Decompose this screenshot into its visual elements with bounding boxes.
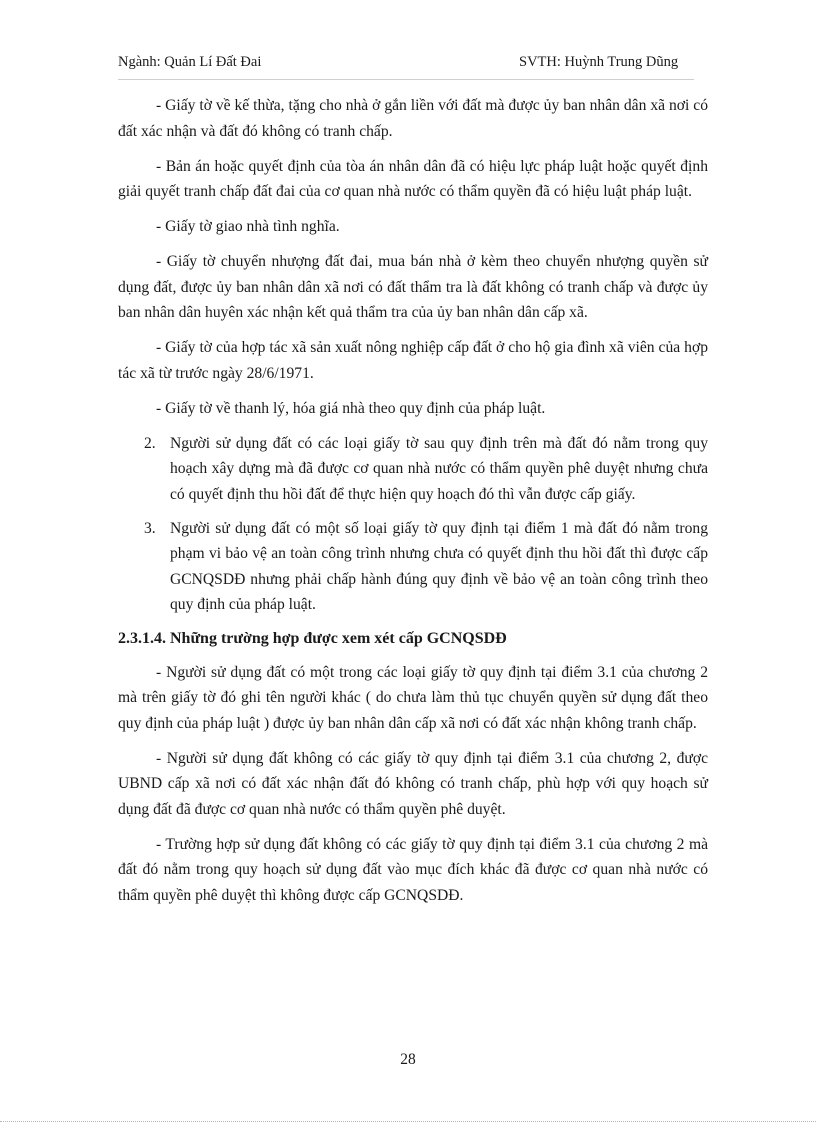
page-number: 28 [400, 1051, 416, 1068]
paragraph: - Bản án hoặc quyết định của tòa án nhân dân đã có hiệu lực pháp luật hoặc quyết định giải quyết tranh chấp đất đai của cơ quan nhà nước có thẩm quyền đã có hiệu luật pháp luật. [118, 157, 708, 200]
paragraph: - Người sử dụng đất có một trong các loại giấy tờ quy định tại điểm 3.1 của chương 2 mà trên giấy tờ đó ghi tên người khác ( do chưa làm thủ tục chuyển quyền sử dụng đất theo quy định của pháp luật ) được ủy ban nhân dân cấp xã nơi có đất xác nhận không tranh chấp. [118, 663, 708, 732]
item-number: 2. [144, 434, 156, 452]
paragraph: - Giấy tờ chuyển nhượng đất đai, mua bán nhà ở kèm theo chuyển nhượng quyền sử dụng đất, được ủy ban nhân dân xã nơi có đất thẩm tra là đất không có tranh chấp và được ủy ban nhân dân huyên xác nhận kết quả thẩm tra của ủy ban nhân dân cấp xã. [118, 253, 708, 321]
paragraph: - Giấy tờ về thanh lý, hóa giá nhà theo quy định của pháp luật. [156, 399, 546, 417]
numbered-item [118, 431, 708, 508]
header-divider [118, 79, 694, 80]
paragraph: - Giấy tờ về kế thừa, tặng cho nhà ở gắn liền với đất mà được ủy ban nhân dân xã nơi có đất xác nhận và đất đó không có tranh chấp. [118, 97, 708, 140]
numbered-item [118, 516, 708, 618]
section-heading: 2.3.1.4. Những trường hợp được xem xét cấp GCNQSDĐ [118, 630, 507, 647]
document-body [118, 93, 708, 918]
paragraph: - Người sử dụng đất không có các giấy tờ quy định tại điểm 3.1 của chương 2, được UBND cấp xã nơi có đất xác nhận đất đó không có tranh chấp, phù hợp với quy hoạch sử dụng đất đã được cơ quan nhà nước có thẩm quyền phê duyệt. [118, 749, 708, 818]
header-major: Ngành: Quản Lí Đất Đai [118, 54, 262, 70]
page-bottom-border [0, 1121, 816, 1122]
paragraph: - Trường hợp sử dụng đất không có các giấy tờ quy định tại điểm 3.1 của chương 2 mà đất đó nằm trong quy hoạch sử dụng đất vào mục đích khác đã được cơ quan nhà nước có thẩm quyền phê duyệt thì không được cấp GCNQSDĐ. [118, 835, 708, 904]
paragraph: - Giấy tờ của hợp tác xã sản xuất nông nghiệp cấp đất ở cho hộ gia đình xã viên của hợp tác xã từ trước ngày 28/6/1971. [118, 339, 708, 382]
item-text: Người sử dụng đất có các loại giấy tờ sau quy định trên mà đất đó nằm trong quy hoạch xây dựng mà đã được cơ quan nhà nước có thẩm quyền phê duyệt nhưng chưa có quyết định thu hồi đất để thực hiện quy hoạch đó thì vẫn được cấp giấy. [170, 434, 708, 503]
paragraph: - Giấy tờ giao nhà tình nghĩa. [156, 218, 340, 235]
item-number: 3. [144, 519, 156, 537]
header-student: SVTH: Huỳnh Trung Dũng [519, 54, 679, 70]
item-text: Người sử dụng đất có một số loại giấy tờ quy định tại điểm 1 mà đất đó nằm trong phạm vi bảo vệ an toàn công trình nhưng chưa có quyết định thu hồi đất thì được cấp GCNQSDĐ nhưng phải chấp hành đúng quy định về bảo vệ an toàn công trình theo quy định của pháp luật. [170, 519, 708, 613]
